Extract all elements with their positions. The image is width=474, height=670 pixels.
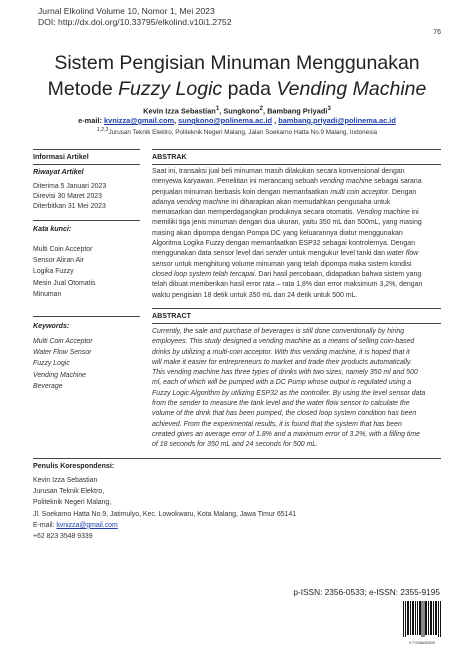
list-item: Multi Coin Acceptor — [33, 246, 93, 253]
correspondent-heading: Penulis Korespondensi: — [33, 462, 115, 470]
text-line: drinks by utilizing a multi-coin acceptor. With this vending machine, it is hoped that it — [152, 348, 410, 356]
text-line: Saat ini, transaksi jual beli minuman masih dilakukan secara konvensional dengan — [152, 168, 405, 175]
text-span: ini diharapkan akan memudahkan pengusaha untuk — [229, 198, 391, 206]
separator: , — [272, 116, 279, 125]
text-line: from the sender to measure the tank level and the water flow sensor to calculate the — [152, 400, 410, 408]
text-span: untuk menghitung volume minuman yang telah dipompa maka sistem kondisi — [172, 260, 412, 268]
text-line — [152, 260, 441, 270]
title-text: pada — [222, 78, 277, 100]
divider — [152, 149, 441, 150]
email-link[interactable]: kvnizza@gmail.com — [103, 116, 175, 125]
email-label: e-mail: — [78, 116, 104, 125]
correspondent-info — [33, 475, 296, 542]
text-italic: Vending machine — [356, 209, 410, 217]
kata-kunci-list — [33, 244, 95, 300]
text-span: . Dengan — [388, 188, 417, 196]
list-item: Logika Fuzzy — [33, 268, 74, 276]
separator: , — [174, 116, 179, 125]
text-line: Algoritma Logika Fuzzy dengan memanfaatkan ESP32 sebagai kontrolernya. Dengan — [152, 240, 416, 248]
abstract-heading: ABSTRACT — [152, 312, 192, 320]
divider — [33, 458, 441, 459]
author-sup: 3 — [327, 105, 331, 112]
history-heading: Riwayat Artikel — [33, 168, 84, 176]
info-heading: Informasi Artikel — [33, 153, 89, 161]
text-line: volume of the drink that has been pumped, the closed loop system condition has been — [152, 410, 417, 418]
text-italic: water flow — [386, 250, 419, 258]
text-line: Fuzzy Logic Algorithm by utilizing ESP32 as the controller. By using the level sensor data — [152, 389, 426, 397]
list-item: Fuzzy Logic — [33, 360, 70, 368]
title-italic: Fuzzy Logic — [118, 78, 223, 100]
title-line-2 — [0, 76, 474, 102]
text-line: of 18 seconds for 350 mL and 24 seconds for 500 mL. — [152, 441, 319, 449]
email-label: E-mail: — [33, 521, 57, 529]
text-span: adanya — [152, 198, 177, 206]
text-line — [152, 188, 441, 198]
list-item: Mesin Jual Otomatis — [33, 279, 96, 287]
abstract-text — [152, 327, 441, 451]
author-name: Kevin Izza Sebastian — [143, 106, 216, 116]
list-item: Multi Coin Acceptor — [33, 338, 93, 345]
text-italic: vending machine — [176, 198, 230, 206]
title-italic: Vending Machine — [276, 78, 427, 100]
text-line: Currently, the sale and purchase of beverages is still done conventionally by hiring — [152, 328, 405, 335]
correspondent-institution: Politeknik Negeri Malang, — [33, 499, 112, 507]
divider — [33, 149, 140, 150]
journal-header — [38, 6, 232, 28]
author-emails — [0, 116, 474, 125]
divider — [152, 323, 441, 324]
author-sup: 1 — [215, 105, 220, 112]
paper-title — [0, 50, 474, 102]
text-italic: closed loop system telah tercapai — [152, 270, 255, 278]
correspondent-address: Jl. Soekarno Hatta No.9, Jatimulyo, Kec. Lowokwaru, Kota Malang, Jawa Timur 65141 — [33, 510, 297, 518]
text-line: This vending machine has three types of drinks with two sizes, namely 350 ml and 500 — [152, 369, 418, 377]
correspondent-email — [33, 520, 296, 531]
barcode-number: 9 772356053005 — [408, 641, 436, 645]
issn-line: p-ISSN: 2356-0533; e-ISSN: 2355-9195 — [293, 587, 440, 597]
affiliation-sup: 1,2,3 — [96, 127, 109, 133]
list-item: Minuman — [33, 290, 62, 298]
published-date: Diterbitkan 31 Mei 2023 — [33, 203, 106, 211]
divider — [33, 220, 140, 221]
text-span: . Dari hasil percobaan, didapatkan bahwa sistem yang — [254, 270, 422, 278]
list-item: Sensor Aliran Air — [33, 257, 84, 265]
text-line: memiliki tiga jenis minuman dengan dua ukuran, yaitu 350 mL dan 500mL, yang masing — [152, 219, 422, 227]
divider — [152, 164, 441, 165]
text-line: will make it easier for entrepreneurs to market and trade their products automatically. — [152, 358, 412, 366]
title-text: Metode — [47, 78, 119, 100]
barcode-icon — [402, 600, 442, 640]
text-italic: multi coin acceptor — [330, 188, 389, 196]
keywords-list — [33, 336, 93, 392]
email-link[interactable]: kvnizza@gmail.com — [56, 521, 118, 529]
separator: , — [219, 106, 224, 116]
page-number: 76 — [433, 29, 441, 36]
text-span: sebagai sarana — [372, 178, 422, 186]
divider — [33, 316, 140, 317]
correspondent-name: Kevin Izza Sebastian — [33, 477, 98, 484]
text-line: masing akan dipompa dengan Pompa DC yang keluarannya diatur menggunakan — [152, 229, 403, 237]
author-name: Sungkono — [223, 106, 260, 116]
text-italic: sender — [265, 250, 287, 258]
author-list — [0, 105, 474, 115]
text-span: memasarkan dan memperdagangkan produknya secara otomatis. — [152, 209, 357, 217]
text-span: ini — [409, 209, 419, 217]
text-line: waktu pengisian 18 detik untuk 350 mL dan 24 detik untuk 500 mL. — [152, 291, 358, 299]
abstrak-text — [152, 167, 441, 301]
affiliation-text: Jurusan Teknik Elektro, Politeknik Negeri Malang, Jalan Soekarno Hatta No.9 Malang, Indonesia — [108, 129, 378, 137]
author-sup: 2 — [259, 105, 263, 112]
text-span: penjualan minuman berbasis koin dengan memanfaatkan — [152, 188, 331, 196]
kata-kunci-heading: Kata kunci: — [33, 225, 72, 233]
text-line — [152, 198, 441, 208]
keywords-heading: Keywords: — [33, 322, 70, 330]
abstrak-heading: ABSTRAK — [152, 153, 187, 161]
separator: , — [262, 106, 268, 116]
received-date: Diterima 5 Januari 2023 — [33, 183, 107, 190]
text-line: achieved. From the experimental results, it is found that the system that has been — [152, 420, 402, 428]
journal-line: Jurnal Elkolind Volume 10, Nomor 1, Mei 2023 — [38, 6, 215, 16]
affiliation — [0, 127, 474, 136]
text-span: menggunakan data sensor level dari — [152, 250, 266, 258]
text-line: ml, each of which will be pumped with a DC Pump whose output is regulated using a — [152, 379, 412, 387]
email-link[interactable]: bambang.priyadi@polinema.ac.id — [278, 116, 396, 125]
text-line — [152, 177, 441, 187]
text-line: created gives an average error of 1.8% and a maximum error of 3.2%, with a filling time — [152, 430, 420, 438]
list-item: Water Flow Sensor — [33, 349, 92, 357]
correspondent-dept: Jurusan Teknik Elektro, — [33, 488, 105, 496]
title-line-1: Sistem Pengisian Minuman Menggunakan — [54, 52, 420, 74]
text-span: untuk mengukur level tanki dan — [287, 250, 387, 258]
text-line: employees. This study designed a vending machine as a means of selling coin-based — [152, 338, 415, 346]
revised-date: Direvisi 30 Maret 2023 — [33, 193, 102, 201]
divider — [152, 308, 441, 309]
email-link[interactable]: sungkono@polinema.ac.id — [178, 116, 273, 125]
correspondent-phone: +62 823 3548 9339 — [33, 533, 93, 541]
text-line — [152, 208, 441, 218]
text-line: telah dibuat memberikan hasil error rata – rata 1,8% dan error maksimum 3,2%, dengan — [152, 281, 423, 289]
text-line — [152, 249, 441, 259]
list-item: Vending Machine — [33, 371, 86, 379]
history-dates — [33, 182, 106, 213]
text-span: menyewa karyawan. Penelitian ini merancang sebuah — [152, 178, 320, 186]
list-item: Beverage — [33, 382, 63, 390]
author-name: Bambang Priyadi — [267, 106, 328, 116]
divider — [33, 164, 140, 165]
text-italic: vending machine — [319, 178, 373, 186]
doi-line: DOI: http://dx.doi.org/10.33795/elkolind.v10i1.2752 — [38, 17, 232, 27]
text-italic: sensor — [152, 260, 173, 268]
text-line — [152, 270, 441, 280]
